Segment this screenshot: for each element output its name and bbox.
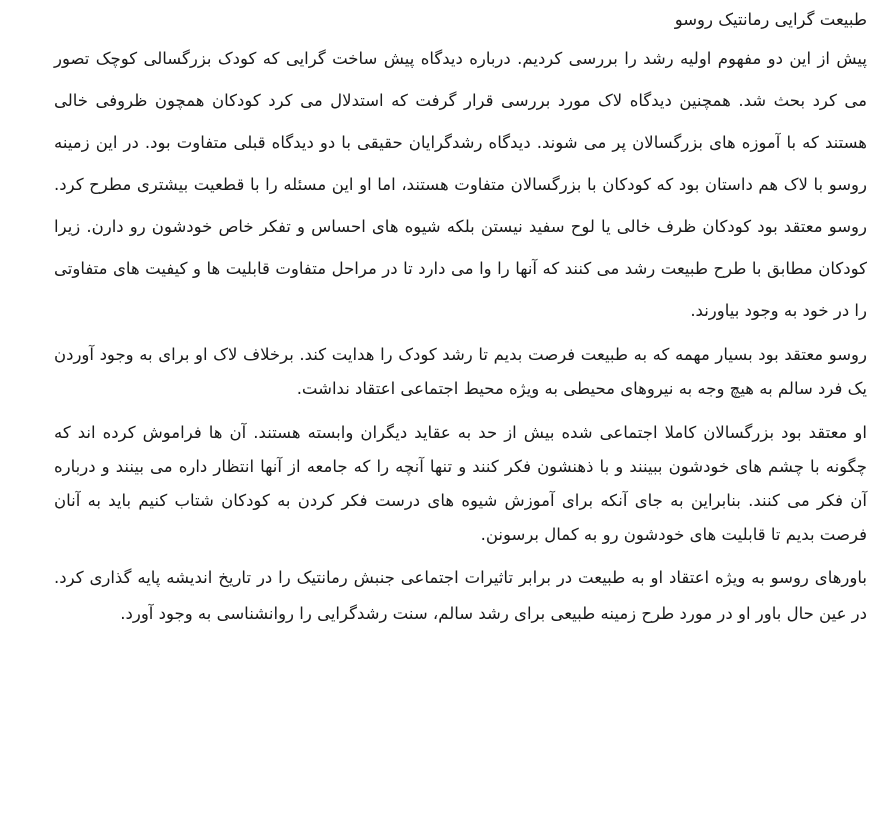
paragraph-1: پیش از این دو مفهوم اولیه رشد را بررسی کردیم. درباره دیدگاه پیش ساخت گرایی که کودک بزرگسالی کوچک تصور می کرد بحث شد. همچنین دیدگاه لاک مورد بررسی قرار گرفت که استدلال می کرد کودکان همچون ظروفی خالی هستند که با آموزه های بزرگسالان پر می شوند. دیدگاه رشدگرایان حقیقی با دو دیدگاه قبلی متفاوت بود. در این زمینه روسو با لاک هم داستان بود که کودکان با بزرگسالان متفاوت هستند، اما او این مسئله را با قطعیت بیشتری مطرح کرد. روسو معتقد بود کودکان ظرف خالی یا لوح سفید نیستن بلکه شیوه های احساس و تفکر خاص خودشون رو دارن. زیرا کودکان مطابق با طرح طبیعت رشد می کنند که آنها را وا می دارد تا در مراحل متفاوت قابلیت ها و کیفیت های متفاوتی را در خود به وجود بیاورند.: [54, 49, 867, 320]
paragraph-3: او معتقد بود بزرگسالان کاملا اجتماعی شده بیش از حد به عقاید دیگران وابسته هستند. آن ها فراموش کرده اند که چگونه با چشم های خودشون ببینند و با ذهنشون فکر کنند و تنها آنچه را که جامعه از آنها انتظار داره می بینند و درباره آن فکر می کنند. بنابراین به جای آنکه برای آموزش شیوه های درست فکر کردن به کودکان شتاب کنیم باید به آنان فرصت بدیم تا قابلیت های خودشون رو به کمال برسونن.: [54, 423, 867, 544]
paragraph-4: باورهای روسو به ویژه اعتقاد او به طبیعت در برابر تاثیرات اجتماعی جنبش رمانتیک را در تاریخ اندیشه پایه گذاری کرد. در عین حال باور او در مورد طرح زمینه طبیعی برای رشد سالم، سنت رشدگرایی را روانشناسی به وجود آورد.: [54, 568, 867, 623]
paragraph-2: روسو معتقد بود بسیار مهمه که به طبیعت فرصت بدیم تا رشد کودک را هدایت کند. برخلاف لاک او برای به وجود آوردن یک فرد سالم به هیچ وجه به نیروهای محیطی به ویژه محیط اجتماعی اعتقاد نداشت.: [54, 345, 867, 398]
document-title: طبیعت گرایی رمانتیک روسو: [674, 10, 867, 29]
